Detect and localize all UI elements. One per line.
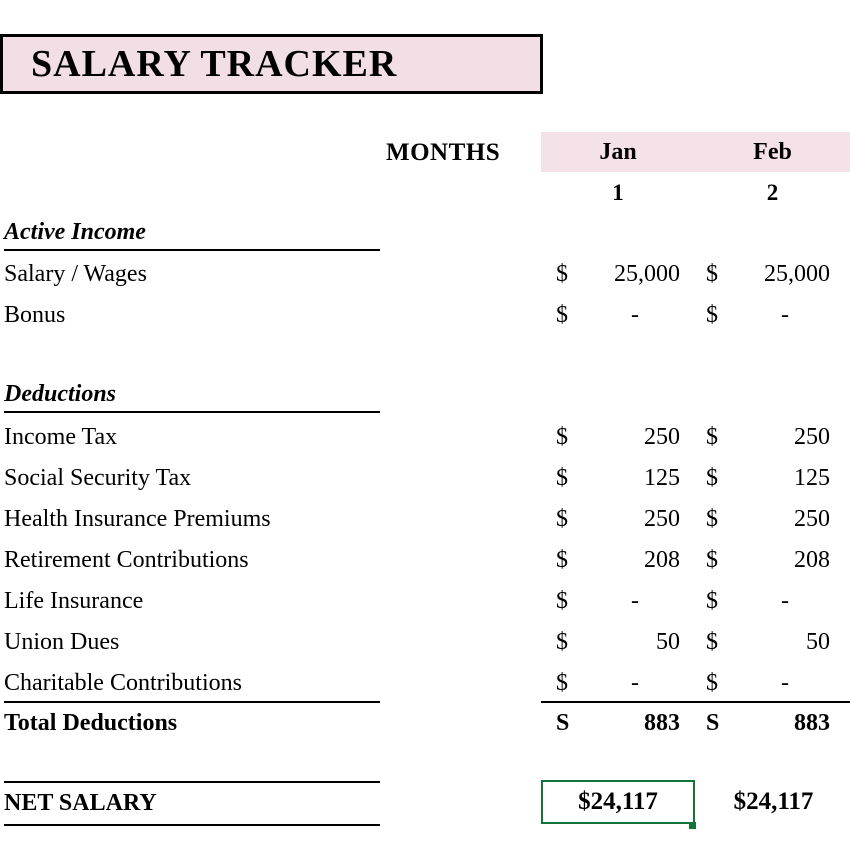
currency-symbol: S	[706, 709, 720, 736]
currency-symbol: $	[556, 669, 568, 696]
row-label: Social Security Tax	[4, 464, 192, 491]
table-row[interactable]	[0, 622, 850, 662]
cell-feb[interactable]: 250	[794, 505, 830, 532]
page-title: SALARY TRACKER	[31, 43, 398, 85]
currency-symbol: $	[556, 587, 568, 614]
currency-symbol: $	[706, 464, 718, 491]
cell-jan[interactable]: 250	[644, 423, 680, 450]
months-label: MONTHS	[386, 139, 501, 166]
cell-jan[interactable]: -	[631, 669, 639, 696]
currency-symbol: $	[706, 546, 718, 573]
row-label: Retirement Contributions	[4, 546, 249, 573]
column-header-jan[interactable]: Jan	[541, 132, 695, 172]
currency-symbol: $	[556, 628, 568, 655]
total-deductions-row[interactable]	[0, 703, 850, 743]
currency-symbol: $	[706, 505, 718, 532]
currency-symbol: $	[706, 260, 718, 287]
cell-feb[interactable]: 250	[794, 423, 830, 450]
cell-feb[interactable]: 208	[794, 546, 830, 573]
currency-symbol: $	[556, 546, 568, 573]
row-label: Total Deductions	[4, 709, 178, 736]
table-row[interactable]	[0, 295, 850, 335]
currency-symbol: $	[706, 669, 718, 696]
currency-symbol: $	[556, 464, 568, 491]
cell-feb[interactable]: 125	[794, 464, 830, 491]
section-heading-active-income: Active Income	[4, 219, 380, 251]
table-row[interactable]	[0, 581, 850, 621]
row-label: Salary / Wages	[4, 260, 147, 287]
currency-symbol: $	[706, 301, 718, 328]
net-salary-row[interactable]	[0, 783, 850, 823]
cell-jan[interactable]: 883	[644, 709, 680, 736]
currency-symbol: $	[556, 505, 568, 532]
section-heading-deductions: Deductions	[4, 381, 380, 413]
row-label: Health Insurance Premiums	[4, 505, 271, 532]
selection-fill-handle[interactable]	[689, 822, 696, 829]
divider	[4, 824, 380, 826]
cell-feb[interactable]: 883	[794, 709, 830, 736]
currency-symbol: $	[556, 301, 568, 328]
table-row[interactable]	[0, 663, 850, 703]
currency-symbol: $	[556, 423, 568, 450]
table-row[interactable]	[0, 540, 850, 580]
row-label: NET SALARY	[4, 789, 157, 816]
cell-jan[interactable]: 208	[644, 546, 680, 573]
cell-jan-selected[interactable]: $24,117	[541, 780, 695, 824]
cell-jan[interactable]: -	[631, 587, 639, 614]
table-row[interactable]	[0, 499, 850, 539]
row-label: Income Tax	[4, 423, 118, 450]
currency-symbol: $	[706, 587, 718, 614]
cell-jan[interactable]: 125	[644, 464, 680, 491]
table-row[interactable]	[0, 458, 850, 498]
row-label: Life Insurance	[4, 587, 144, 614]
currency-symbol: $	[556, 260, 568, 287]
currency-symbol: $	[706, 423, 718, 450]
cell-feb[interactable]: $24,117	[733, 788, 814, 815]
currency-symbol: $	[706, 628, 718, 655]
table-row[interactable]	[0, 417, 850, 457]
column-index-feb: 2	[766, 180, 779, 205]
cell-feb[interactable]: -	[781, 587, 789, 614]
cell-jan[interactable]: 250	[644, 505, 680, 532]
cell-feb[interactable]: -	[781, 301, 789, 328]
cell-jan[interactable]: -	[631, 301, 639, 328]
cell-jan[interactable]: 25,000	[614, 260, 680, 287]
cell-feb[interactable]: 50	[806, 628, 830, 655]
cell-jan[interactable]: 50	[656, 628, 680, 655]
table-row[interactable]	[0, 254, 850, 294]
row-label: Charitable Contributions	[4, 669, 242, 696]
row-label: Bonus	[4, 301, 66, 328]
column-index-jan: 1	[612, 180, 624, 205]
cell-feb[interactable]: -	[781, 669, 789, 696]
cell-feb[interactable]: 25,000	[764, 260, 830, 287]
column-header-feb[interactable]: Feb	[695, 132, 850, 172]
row-label: Union Dues	[4, 628, 120, 655]
title-box[interactable]	[0, 34, 543, 94]
currency-symbol: S	[556, 709, 570, 736]
